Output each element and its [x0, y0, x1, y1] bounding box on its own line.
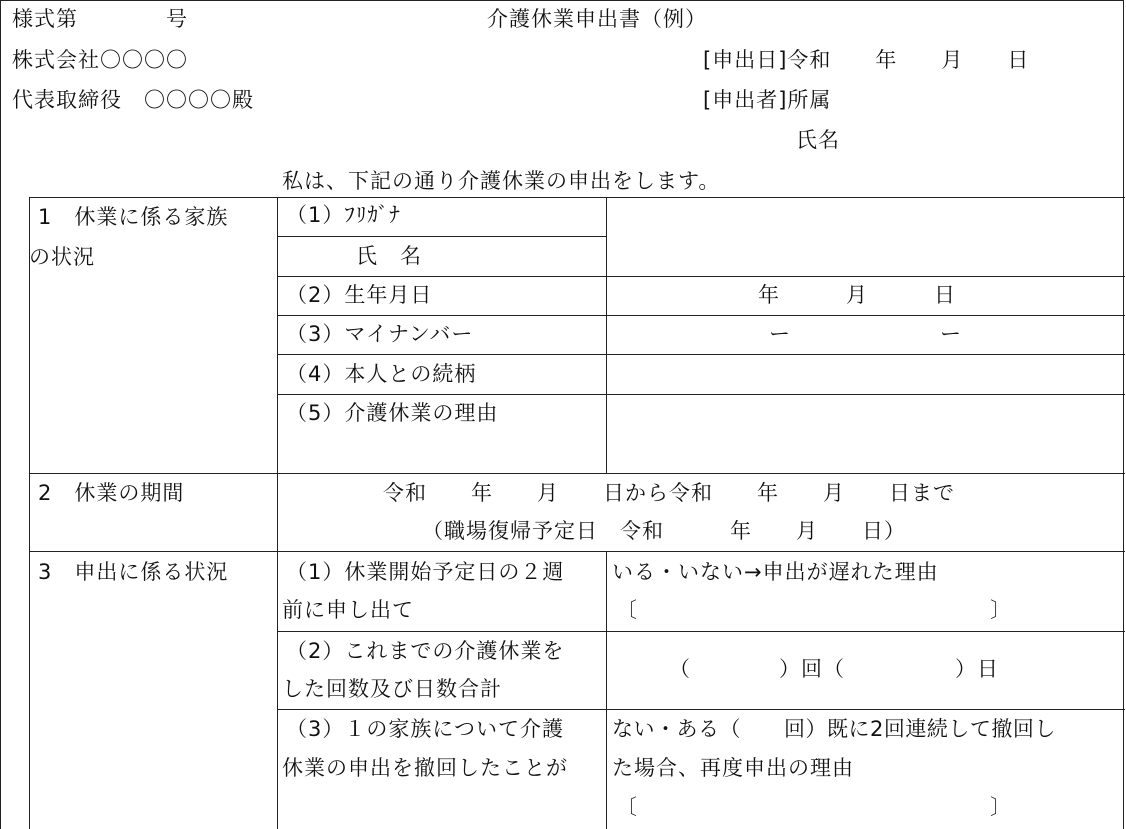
representative: 代表取締役 〇〇〇〇殿 [12, 88, 254, 112]
section1-label-cont: の状況 [29, 245, 95, 269]
leave-reason-label: （5）介護休業の理由 [286, 401, 499, 425]
q1-answer: いる・いない→申出が遅れた理由 [612, 560, 939, 584]
rule [277, 354, 1125, 355]
form-number: 様式第 号 [12, 7, 188, 31]
q3-label: （3）１の家族について介護 [286, 717, 564, 741]
q1-label: （1）休業開始予定日の２週 [286, 560, 565, 584]
furigana-label: （1）ﾌﾘｶﾞﾅ [286, 203, 401, 227]
applicant-dept: [申出者]所属 [703, 88, 832, 112]
statement: 私は、下記の通り介護休業の申出をします。 [282, 169, 721, 193]
filing-date: [申出日]令和 年 月 日 [703, 48, 1030, 72]
rule [277, 394, 1125, 395]
rule [277, 315, 1125, 316]
q3-label-cont: 休業の申出を撤回したことが [282, 756, 568, 780]
leave-period: 令和 年 月 日から令和 年 月 日まで [383, 481, 955, 505]
return-date: （職場復帰予定日 令和 年 月 日） [422, 519, 906, 543]
q1-label-cont: 前に申し出て [282, 598, 414, 622]
applicant-name-label: 氏名 [796, 128, 840, 152]
rule [29, 473, 1125, 474]
mynumber-dash: ー [940, 322, 962, 346]
section1-label: 1 休業に係る家族 [38, 205, 229, 229]
q3-answer-cont: た場合、再度申出の理由 [612, 756, 854, 780]
q2-label: （2）これまでの介護休業を [286, 639, 565, 663]
application-table [29, 197, 1125, 829]
rule [606, 197, 607, 473]
q1-reason-bracket: 〔 〕 [616, 598, 1012, 622]
section3-label: 3 申出に係る状況 [38, 560, 229, 584]
rule [606, 551, 607, 829]
company-name: 株式会社〇〇〇〇 [12, 48, 188, 72]
birthdate-label: （2）生年月日 [286, 283, 433, 307]
family-name-label: 氏 名 [356, 244, 422, 268]
rule [29, 551, 1125, 552]
rule [277, 197, 278, 829]
q3-answer: ない・ある（ 回）既に2回連続して撤回し [612, 717, 1056, 741]
relation-label: （4）本人との続柄 [286, 362, 477, 386]
q2-answer: （ ）回（ ）日 [669, 657, 999, 681]
rule [29, 197, 1125, 198]
rule [277, 276, 1125, 277]
rule [277, 631, 1125, 632]
q3-reason-bracket: 〔 〕 [616, 795, 1012, 819]
q2-label-cont: した回数及び日数合計 [282, 677, 502, 701]
birthdate-value: 年 月 日 [758, 283, 956, 307]
mynumber-label: （3）マイナンバー [286, 322, 474, 346]
mynumber-dash: ー [769, 322, 791, 346]
section2-label: 2 休業の期間 [38, 481, 185, 505]
rule [277, 709, 1125, 710]
rule [277, 236, 606, 237]
rule [29, 197, 30, 829]
document-title: 介護休業申出書（例） [487, 7, 707, 31]
